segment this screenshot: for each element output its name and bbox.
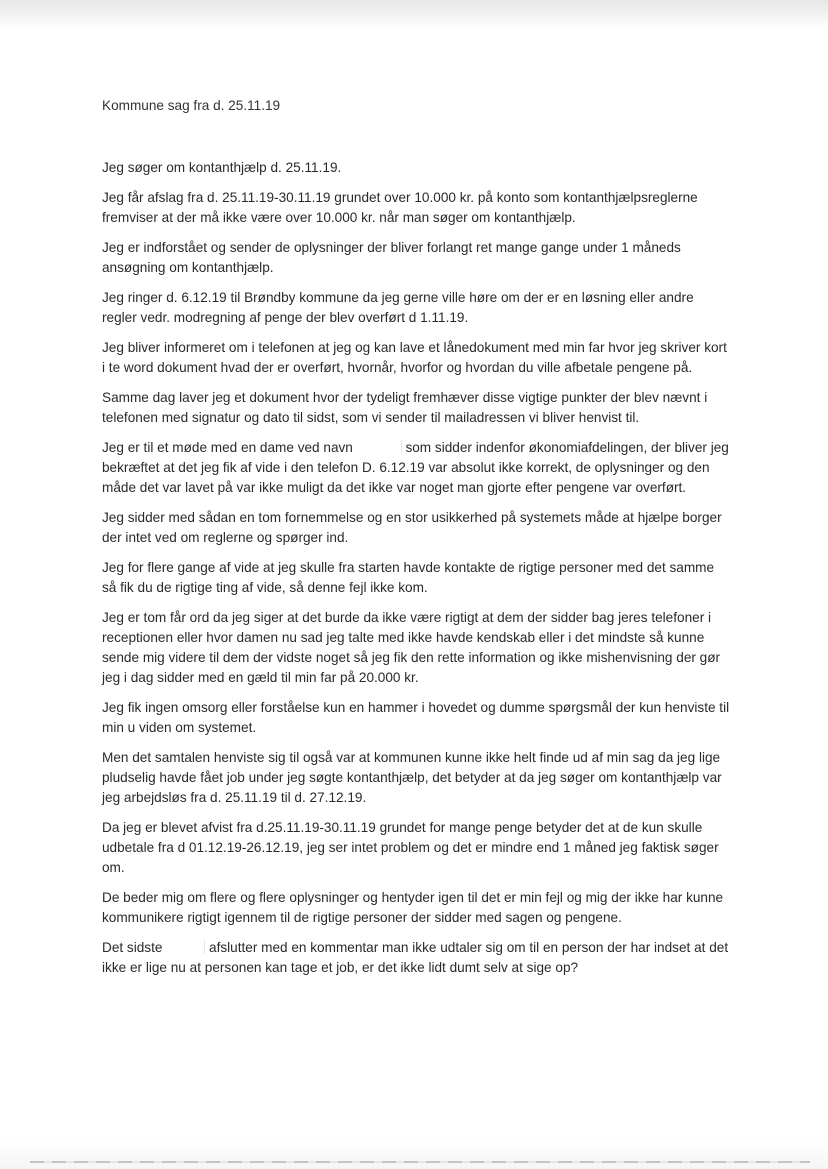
paragraph-1: Jeg søger om kontanthjælp d. 25.11.19. bbox=[102, 160, 342, 175]
paragraph-10: Jeg er tom får ord da jeg siger at det burde da ikke være rigtigt at dem der sidder bag jeres telefoner i receptionen eller hvor damen nu sad jeg talte med ikke havde kendskab eller i det mindste så kunne sende mig videre til dem der vidste noget så jeg fik den rette information og ikke mishenvisning der gør jeg i dag sidder med en gæld til min far på 20.000 kr. bbox=[102, 610, 721, 685]
paragraph-11: Jeg fik ingen omsorg eller forståelse kun en hammer i hovedet og dumme spørgsmål der kun henviste til min u viden om systemet. bbox=[102, 700, 730, 735]
final-text-before: Det sidste bbox=[102, 940, 163, 955]
paragraph-2: Jeg får afslag fra d. 25.11.19-30.11.19 grundet over 10.000 kr. på konto som kontanthjælpsreglerne fremviser at der må ikke være over 10.000 kr. når man søger om kontanthjælp. bbox=[102, 190, 698, 225]
paragraph-4: Jeg ringer d. 6.12.19 til Brøndby kommune da jeg gerne ville høre om der er en løsning eller andre regler vedr. modregning af penge der blev overført d 1.11.19. bbox=[102, 290, 694, 325]
document-body bbox=[102, 96, 732, 988]
scan-edge-bottom bbox=[30, 1161, 810, 1163]
paragraph-meeting bbox=[102, 438, 732, 498]
paragraph-9: Jeg for flere gange af vide at jeg skulle fra starten havde kontakte de rigtige personer med det samme så fik du de rigtige ting af vide, så denne fejl ikke kom. bbox=[102, 560, 715, 595]
meeting-text-before: Jeg er til et møde med en dame ved navn bbox=[102, 440, 353, 455]
paragraph-5: Jeg bliver informeret om i telefonen at jeg og kan lave et lånedokument med min far hvor jeg skriver kort i te word dokument hvad der er overført, hvornår, hvorfor og hvordan du ville afbetale pengene på. bbox=[102, 340, 727, 375]
document-title: Kommune sag fra d. 25.11.19 bbox=[102, 98, 281, 113]
paragraph-13: Da jeg er blevet afvist fra d.25.11.19-30.11.19 grundet for mange penge betyder det at de kun skulle udbetale fra d 01.12.19-26.12.19, jeg ser intet problem og det er mindre end 1 måned jeg faktisk søger om. bbox=[102, 820, 719, 875]
paragraph-final bbox=[102, 938, 732, 978]
paragraph-12: Men det samtalen henviste sig til også var at kommunen kunne ikke helt finde ud af min sag da jeg lige pludselig havde fået job under jeg søgte kontanthjælp, det betyder at da jeg søger om kontanthjælp var jeg arbejdsløs fra d. 25.11.19 til d. 27.12.19. bbox=[102, 750, 722, 805]
final-text-after: afslutter med en kommentar man ikke udtaler sig om til en person der har indset at det ikke er lige nu at personen kan tage et job, er det ikke lidt dumt selv at sige op? bbox=[102, 940, 729, 975]
meeting-text-after: som sidder indenfor økonomiafdelingen, der bliver jeg bekræftet at det jeg fik af vide i den telefon D. 6.12.19 var absolut ikke korrekt, de oplysninger og den måde det var lavet på var ikke muligt da det ikke var noget man gjorte efter pengene var overført. bbox=[102, 440, 729, 495]
paragraph-6: Samme dag laver jeg et dokument hvor der tydeligt fremhæver disse vigtige punkter der blev nævnt i telefonen med signatur og dato til sidst, som vi sender til mailadressen vi bliver henvist til. bbox=[102, 390, 708, 425]
paragraph-8: Jeg sidder med sådan en tom fornemmelse og en stor usikkerhed på systemets måde at hjælpe borger der intet ved om reglerne og spørger ind. bbox=[102, 510, 722, 545]
redacted-name bbox=[357, 440, 402, 454]
paragraph-3: Jeg er indforstået og sender de oplysninger der bliver forlangt ret mange gange under 1 måneds ansøgning om kontanthjælp. bbox=[102, 240, 681, 275]
redacted-word bbox=[166, 940, 205, 954]
scan-shadow-top bbox=[0, 0, 828, 28]
paragraph-14: De beder mig om flere og flere oplysninger og hentyder igen til det er min fejl og mig der ikke har kunne kommunikere rigtigt igennem til de rigtige personer der sidder med sagen og pengene. bbox=[102, 890, 724, 925]
